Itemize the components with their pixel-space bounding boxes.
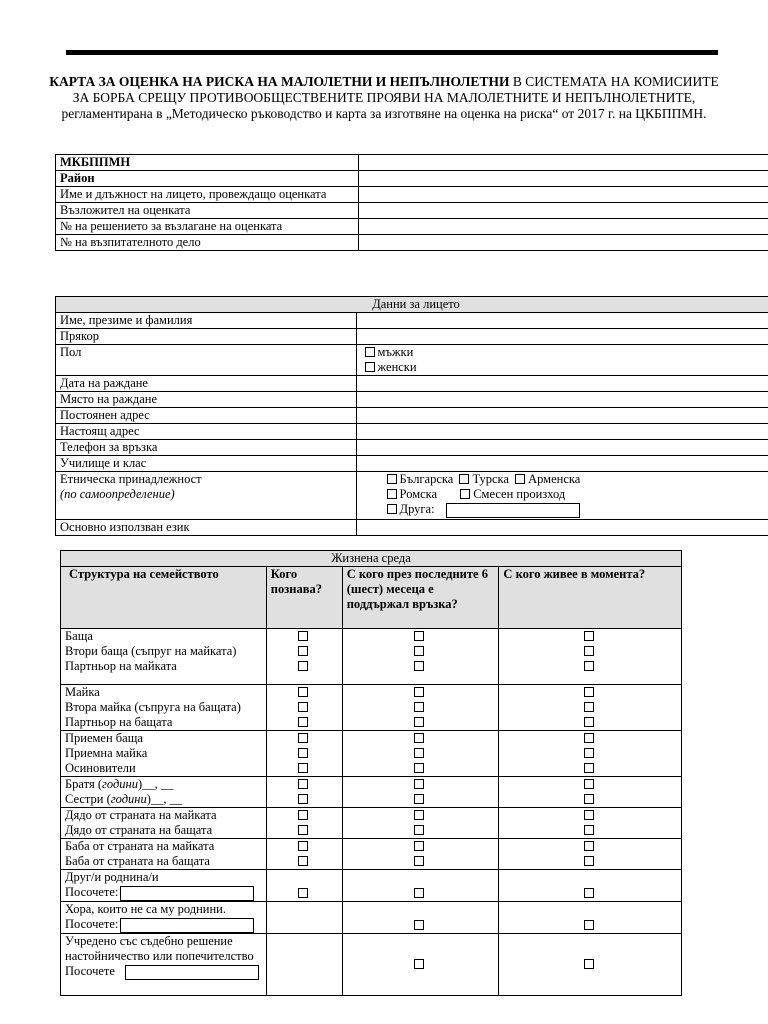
- checkbox[interactable]: [584, 779, 594, 789]
- checkbox[interactable]: [414, 920, 424, 930]
- specify-label: Посочете:: [65, 885, 119, 899]
- label-ethnic-note: (по самоопределение): [60, 487, 175, 501]
- living-env-header: Жизнена среда: [61, 551, 682, 567]
- field-case-no[interactable]: [358, 235, 768, 251]
- checkbox[interactable]: [298, 856, 308, 866]
- field-current-address[interactable]: [356, 424, 768, 440]
- title-bold: КАРТА ЗА ОЦЕНКА НА РИСКА НА МАЛОЛЕТНИ И НЕПЪЛНОЛЕТНИ: [49, 74, 510, 89]
- checkbox[interactable]: [414, 856, 424, 866]
- label-language: Основно използван език: [56, 519, 357, 535]
- checkbox[interactable]: [584, 763, 594, 773]
- checkbox[interactable]: [584, 825, 594, 835]
- checkbox[interactable]: [584, 856, 594, 866]
- top-rule: [66, 50, 718, 55]
- field-language[interactable]: [356, 519, 768, 535]
- female-checkbox[interactable]: [365, 362, 375, 372]
- checkbox[interactable]: [584, 810, 594, 820]
- checkbox[interactable]: [298, 717, 308, 727]
- row-foster-father: Приемен баща: [65, 731, 143, 745]
- checkbox[interactable]: [414, 810, 424, 820]
- label-current-address: Настоящ адрес: [56, 424, 357, 440]
- row-grandfather-paternal: Дядо от страната на бащата: [65, 823, 213, 837]
- row-mother: Майка: [65, 685, 100, 699]
- checkbox[interactable]: [584, 733, 594, 743]
- label-permanent-address: Постоянен адрес: [56, 408, 357, 424]
- checkbox[interactable]: [584, 661, 594, 671]
- field-mkbppmn[interactable]: [358, 155, 768, 171]
- label-nickname: Прякор: [56, 329, 357, 345]
- checkbox[interactable]: [584, 748, 594, 758]
- field-district[interactable]: [358, 171, 768, 187]
- years-label: години: [110, 792, 147, 806]
- field-permanent-address[interactable]: [356, 408, 768, 424]
- checkbox[interactable]: [414, 646, 424, 656]
- field-nickname[interactable]: [356, 329, 768, 345]
- checkbox[interactable]: [414, 959, 424, 969]
- checkbox[interactable]: [584, 888, 594, 898]
- female-label: женски: [377, 360, 417, 374]
- checkbox[interactable]: [298, 810, 308, 820]
- male-checkbox[interactable]: [365, 347, 375, 357]
- row-father: Баща: [65, 629, 93, 643]
- checkbox[interactable]: [584, 841, 594, 851]
- row-stepfather: Втори баща (съпруг на майката): [65, 644, 237, 658]
- group-other-relatives: [61, 870, 682, 902]
- col-family-structure: Структура на семейството: [61, 567, 267, 629]
- label-phone: Телефон за връзка: [56, 440, 357, 456]
- label-district: Район: [56, 171, 359, 187]
- commission-table: [55, 154, 768, 251]
- group-non-relatives: [61, 902, 682, 934]
- checkbox[interactable]: [298, 661, 308, 671]
- field-phone[interactable]: [356, 440, 768, 456]
- checkbox[interactable]: [584, 687, 594, 697]
- checkbox[interactable]: [414, 888, 424, 898]
- specify-custody-input[interactable]: [125, 965, 259, 980]
- label-case-no: № на възпитателното дело: [56, 235, 359, 251]
- group-foster: [61, 731, 682, 777]
- checkbox[interactable]: [414, 631, 424, 641]
- group-siblings: [61, 777, 682, 808]
- label-name: Име, презиме и фамилия: [56, 313, 357, 329]
- group-grandmothers: [61, 839, 682, 870]
- row-non-relatives: Хора, които не са му роднини.: [65, 902, 226, 916]
- title-rest: В СИСТЕМАТА НА КОМИСИИТЕ ЗА БОРБА СРЕЩУ ПРОТИВООБЩЕСТВЕНИТЕ ПРОЯВИ НА МАЛОЛЕТНИТЕ И НЕПЪЛНОЛЕТНИТЕ: [72, 74, 719, 105]
- group-mother: [61, 685, 682, 731]
- checkbox[interactable]: [414, 825, 424, 835]
- field-commissioner[interactable]: [358, 203, 768, 219]
- row-custody: Учредено със съдебно решение настойничество или попечителство: [65, 934, 254, 963]
- eth-ro-checkbox[interactable]: [387, 489, 397, 499]
- checkbox[interactable]: [298, 702, 308, 712]
- checkbox[interactable]: [414, 717, 424, 727]
- checkbox[interactable]: [298, 794, 308, 804]
- eth-bg-checkbox[interactable]: [387, 474, 397, 484]
- specify-label: Посочете:: [65, 917, 119, 931]
- label-mkbppmn: МКБППМН: [56, 155, 359, 171]
- col-knows: Кого познава?: [266, 567, 342, 629]
- group-father: [61, 629, 682, 685]
- row-father-partner: Партньор на бащата: [65, 715, 173, 729]
- checkbox[interactable]: [584, 794, 594, 804]
- field-birthplace[interactable]: [356, 392, 768, 408]
- checkbox[interactable]: [298, 733, 308, 743]
- row-adopters: Осиновители: [65, 761, 136, 775]
- row-other-relatives: Друг/и роднина/и: [65, 870, 159, 884]
- checkbox[interactable]: [584, 717, 594, 727]
- checkbox[interactable]: [298, 779, 308, 789]
- years-label: години: [102, 777, 138, 791]
- label-decision-no: № на решението за възлагане на оценката: [56, 219, 359, 235]
- person-data-table: [55, 296, 768, 536]
- eth-ro-label: Ромска: [399, 487, 438, 501]
- row-foster-mother: Приемна майка: [65, 746, 148, 760]
- checkbox[interactable]: [298, 631, 308, 641]
- row-brothers: [65, 777, 262, 792]
- document-title: [40, 74, 728, 122]
- sisters-tail: )__, __: [146, 792, 183, 806]
- checkbox[interactable]: [414, 733, 424, 743]
- label-assessor: Име и длъжност на лицето, провеждащо оценката: [56, 187, 359, 203]
- label-birthplace: Място на раждане: [56, 392, 357, 408]
- checkbox[interactable]: [414, 687, 424, 697]
- checkbox[interactable]: [584, 920, 594, 930]
- field-birthdate[interactable]: [356, 376, 768, 392]
- eth-other-label: Друга:: [399, 502, 435, 516]
- eth-tr-checkbox[interactable]: [459, 474, 469, 484]
- male-label: мъжки: [377, 345, 414, 359]
- specify-label: Посочете: [65, 964, 115, 978]
- eth-mix-checkbox[interactable]: [460, 489, 470, 499]
- checkbox[interactable]: [298, 646, 308, 656]
- sisters-label: Сестри (: [65, 792, 111, 806]
- checkbox[interactable]: [298, 841, 308, 851]
- row-stepmother: Втора майка (съпруга на бащата): [65, 700, 241, 714]
- checkbox[interactable]: [298, 888, 308, 898]
- label-ethnic: Етническа принадлежност: [60, 472, 202, 486]
- checkbox[interactable]: [414, 841, 424, 851]
- row-sisters: [65, 792, 262, 807]
- label-sex: Пол: [56, 345, 357, 376]
- eth-bg-label: Българска: [399, 472, 454, 486]
- field-assessor[interactable]: [358, 187, 768, 203]
- row-grandmother-maternal: Баба от страната на майката: [65, 839, 215, 853]
- checkbox[interactable]: [298, 687, 308, 697]
- checkbox[interactable]: [298, 825, 308, 835]
- eth-ar-label: Арменска: [528, 472, 581, 486]
- field-name[interactable]: [356, 313, 768, 329]
- row-grandmother-paternal: Баба от страната на бащата: [65, 854, 210, 868]
- label-school: Училище и клас: [56, 456, 357, 472]
- eth-other-checkbox[interactable]: [387, 504, 397, 514]
- group-custody: [61, 934, 682, 996]
- label-commissioner: Възложител на оценката: [56, 203, 359, 219]
- group-grandfathers: [61, 808, 682, 839]
- eth-other-input[interactable]: [446, 503, 580, 518]
- specify-relatives-input[interactable]: [120, 886, 254, 901]
- field-school[interactable]: [356, 456, 768, 472]
- checkbox[interactable]: [584, 959, 594, 969]
- checkbox[interactable]: [414, 748, 424, 758]
- checkbox[interactable]: [414, 702, 424, 712]
- checkbox[interactable]: [584, 702, 594, 712]
- label-birthdate: Дата на раждане: [56, 376, 357, 392]
- eth-tr-label: Турска: [472, 472, 509, 486]
- eth-mix-label: Смесен произход: [473, 487, 566, 501]
- specify-non-relatives-input[interactable]: [120, 918, 254, 933]
- row-mother-partner: Партньор на майката: [65, 659, 177, 673]
- brothers-label: Братя (: [65, 777, 102, 791]
- title-tail: , регламентирана в „Методическо ръководство и карта за изготвяне на оценка на риска“ от 2017 г. на ЦКБППМН.: [61, 90, 707, 121]
- checkbox[interactable]: [298, 763, 308, 773]
- checkbox[interactable]: [414, 661, 424, 671]
- checkbox[interactable]: [584, 631, 594, 641]
- row-grandfather-maternal: Дядо от страната на майката: [65, 808, 217, 822]
- eth-ar-checkbox[interactable]: [515, 474, 525, 484]
- checkbox[interactable]: [414, 763, 424, 773]
- checkbox[interactable]: [584, 646, 594, 656]
- checkbox[interactable]: [414, 794, 424, 804]
- col-lives-with: С кого живее в момента?: [499, 567, 682, 629]
- person-data-header: Данни за лицето: [56, 297, 768, 313]
- brothers-tail: )__, __: [138, 777, 174, 791]
- checkbox[interactable]: [298, 748, 308, 758]
- col-contact: С кого през последните 6 (шест) месеца е поддържал връзка?: [342, 567, 499, 629]
- field-decision-no[interactable]: [358, 219, 768, 235]
- living-environment-table: [60, 550, 682, 996]
- checkbox[interactable]: [414, 779, 424, 789]
